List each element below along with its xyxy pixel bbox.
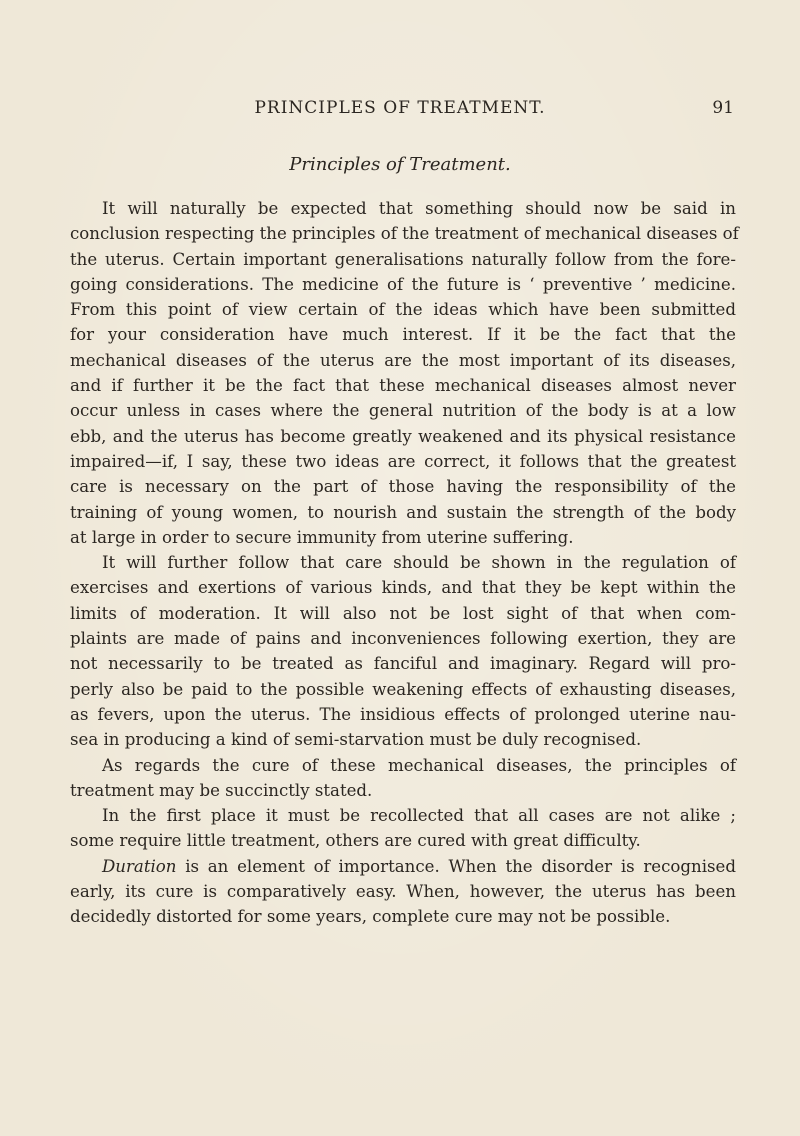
text-line: perly also be paid to the possible weakening effects of exhausting diseases,	[70, 679, 736, 699]
text-line: From this point of view certain of the ideas which have been submitted	[70, 300, 736, 320]
text-line: In the first place it must be recollected that all cases are not alike ;	[102, 806, 736, 826]
text-line: as fevers, upon the uterus. The insidious effects of prolonged uterine nau-	[70, 704, 736, 724]
text-line: care is necessary on the part of those having the responsibility of the	[70, 477, 736, 497]
text-line: impaired—if, I say, these two ideas are correct, it follows that the greatest	[70, 451, 736, 471]
text-line: decidedly distorted for some years, complete cure may not be possible.	[70, 907, 671, 927]
text-line: not necessarily to be treated as fanciful and imaginary. Regard will pro-	[70, 654, 736, 674]
text-line: exercises and exertions of various kinds, and that they be kept within the	[70, 578, 736, 598]
text-line: early, its cure is comparatively easy. When, however, the uterus has been	[70, 882, 736, 902]
text-line: occur unless in cases where the general nutrition of the body is at a low	[70, 401, 736, 421]
text-line: for your consideration have much interest. If it be the fact that the	[70, 325, 736, 345]
text-line: ebb, and the uterus has become greatly weakened and its physical resistance	[70, 426, 736, 446]
text-line: sea in producing a kind of semi-starvation must be duly recognised.	[70, 730, 642, 750]
section-title: Principles of Treatment.	[289, 154, 511, 175]
paragraph-1	[70, 196, 739, 550]
text-line: limits of moderation. It will also not be lost sight of that when com-	[70, 603, 736, 623]
paragraph-2	[70, 550, 736, 752]
italic-lead-word: Duration	[102, 856, 177, 876]
text-line-rest: is an element of importance. When the disorder is recognised	[185, 856, 736, 876]
text-line: conclusion respecting the principles of the treatment of mechanical diseases of	[70, 224, 739, 244]
running-head	[0, 98, 800, 122]
text-line: It will naturally be expected that something should now be said in	[102, 199, 736, 218]
text-line: training of young women, to nourish and sustain the strength of the body	[70, 502, 736, 522]
running-title: PRINCIPLES OF TREATMENT.	[254, 98, 546, 118]
paragraph-5	[70, 854, 736, 930]
text-line: mechanical diseases of the uterus are the most important of its diseases,	[70, 350, 736, 370]
text-line: at large in order to secure immunity from uterine suffering.	[70, 527, 574, 547]
text-line: As regards the cure of these mechanical diseases, the principles of	[102, 755, 736, 775]
text-line: and if further it be the fact that these mechanical diseases almost never	[70, 376, 736, 396]
text-line: plaints are made of pains and inconveniences following exertion, they are	[70, 629, 736, 649]
paragraph-4	[70, 803, 736, 854]
paragraph-3	[70, 753, 736, 804]
text-line: It will further follow that care should be shown in the regulation of	[102, 553, 736, 573]
text-line: going considerations. The medicine of the future is ‘ preventive ’ medicine.	[70, 274, 736, 294]
body-text	[70, 196, 739, 930]
text-line: treatment may be succinctly stated.	[70, 780, 373, 800]
text-line	[70, 854, 736, 879]
page-number: 91	[712, 98, 734, 118]
text-line: some require little treatment, others are cured with great difficulty.	[70, 831, 641, 851]
text-line: the uterus. Certain important generalisations naturally follow from the fore-	[70, 249, 736, 269]
